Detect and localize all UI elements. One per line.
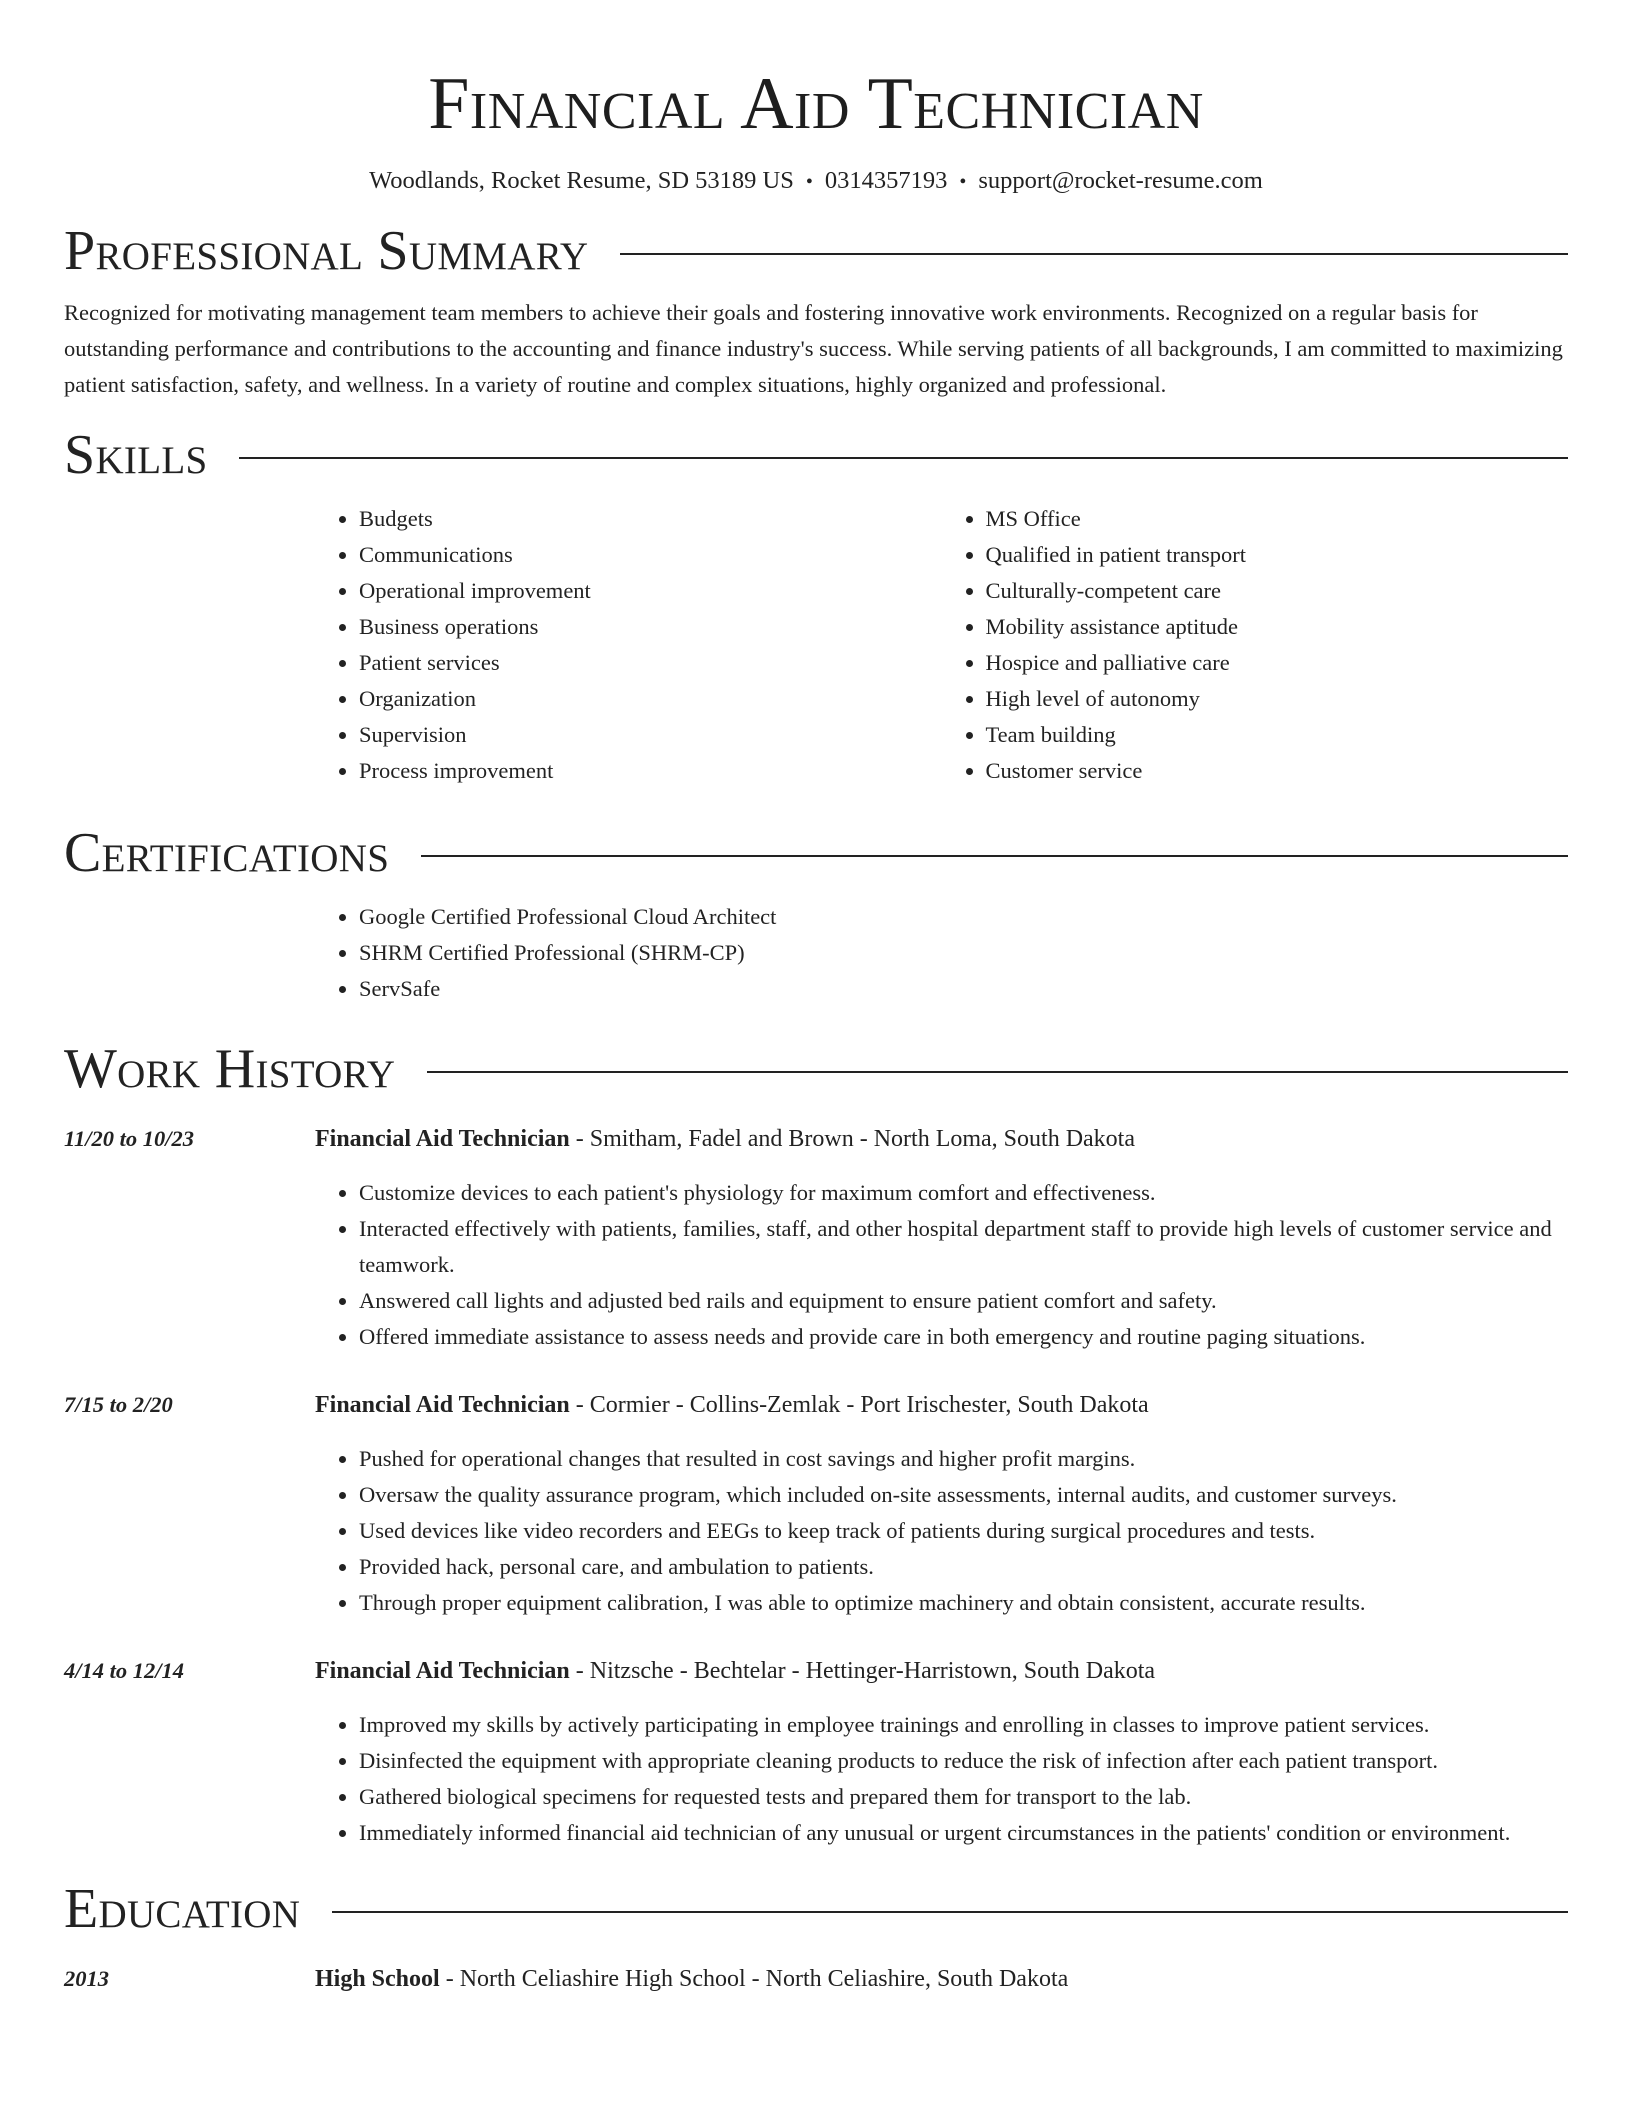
skill-item: • Supervision xyxy=(359,717,942,753)
skill-item: • MS Office xyxy=(986,501,1569,537)
job-bullets xyxy=(315,1175,1568,1355)
job-bullet: • Through proper equipment calibration, I was able to optimize machinery and obtain consistent, accurate results. xyxy=(359,1585,1568,1621)
candidate-name: Financial Aid Technician xyxy=(428,63,1204,145)
education-header xyxy=(64,1877,1568,1941)
skill-item: • High level of autonomy xyxy=(986,681,1569,717)
job-bullet: • Gathered biological specimens for requested tests and prepared them for transport to the lab. xyxy=(359,1779,1568,1815)
certification-item: • Google Certified Professional Cloud Architect xyxy=(359,899,1568,935)
job-entry xyxy=(64,1387,1568,1621)
job-details: - Nitzsche - Bechtelar - Hettinger-Harristown, South Dakota xyxy=(569,1658,1156,1684)
skill-item: • Qualified in patient transport xyxy=(986,537,1569,573)
section-divider xyxy=(427,1071,1568,1073)
job-title: Financial Aid Technician xyxy=(315,1392,570,1418)
job-date: 4/14 to 12/14 xyxy=(64,1658,185,1683)
job-title-line xyxy=(315,1387,1568,1423)
section-title: Work History xyxy=(64,1038,396,1100)
skill-item: • Operational improvement xyxy=(359,573,942,609)
section-divider xyxy=(421,855,1568,857)
job-bullet: • Customize devices to each patient's physiology for maximum comfort and effectiveness. xyxy=(359,1175,1568,1211)
section-title: Professional Summary xyxy=(64,220,589,282)
job-details: - Cormier - Collins-Zemlak - Port Irischester, South Dakota xyxy=(569,1392,1149,1418)
job-bullet: • Provided hack, personal care, and ambulation to patients. xyxy=(359,1549,1568,1585)
skill-item: • Mobility assistance aptitude xyxy=(986,609,1569,645)
job-title-line xyxy=(315,1121,1568,1157)
job-title: Financial Aid Technician xyxy=(315,1126,570,1152)
section-divider xyxy=(620,253,1568,255)
summary-section xyxy=(64,219,1568,403)
job-title-line xyxy=(315,1653,1568,1689)
job-title: Financial Aid Technician xyxy=(315,1658,570,1684)
summary-text: Recognized for motivating management team members to achieve their goals and fostering innovative work environments. Recognized on a regular basis for outstanding performance and contributions to the accounting and finance industry's success. While serving patients of all backgrounds, I am committed to maximizing patient satisfaction, safety, and wellness. In a variety of routine and complex situations, highly organized and professional. xyxy=(64,300,1563,397)
job-bullet: • Answered call lights and adjusted bed rails and equipment to ensure patient comfort and safety. xyxy=(359,1283,1568,1319)
skills-section xyxy=(64,423,1568,789)
skill-item: • Communications xyxy=(359,537,942,573)
skill-item: • Customer service xyxy=(986,753,1569,789)
skill-item: • Organization xyxy=(359,681,942,717)
contact-address: Woodlands, Rocket Resume, SD 53189 US xyxy=(369,167,794,194)
job-bullets xyxy=(315,1707,1568,1851)
resume-page xyxy=(64,0,1568,1997)
section-divider xyxy=(239,457,1568,459)
certifications-header xyxy=(64,821,1568,885)
contact-line xyxy=(64,166,1568,197)
separator-dot: • xyxy=(805,171,813,193)
job-bullet: • Used devices like video recorders and EEGs to keep track of patients during surgical procedures and tests. xyxy=(359,1513,1568,1549)
job-date: 11/20 to 10/23 xyxy=(64,1126,195,1151)
skills-grid xyxy=(315,501,1568,789)
skill-item: • Budgets xyxy=(359,501,942,537)
skill-item: • Process improvement xyxy=(359,753,942,789)
certifications-list xyxy=(315,899,1568,1007)
job-date: 7/15 to 2/20 xyxy=(64,1392,173,1417)
education-date: 2013 xyxy=(64,1966,109,1991)
job-bullet: • Interacted effectively with patients, families, staff, and other hospital department staff to provide high levels of customer service and teamwork. xyxy=(359,1211,1568,1283)
education-degree: High School xyxy=(315,1966,440,1992)
job-entry xyxy=(64,1653,1568,1851)
job-bullet: • Offered immediate assistance to assess needs and provide care in both emergency and routine paging situations. xyxy=(359,1319,1568,1355)
work-section xyxy=(64,1037,1568,1851)
certification-item: • ServSafe xyxy=(359,971,1568,1007)
work-header xyxy=(64,1037,1568,1101)
skill-item: • Business operations xyxy=(359,609,942,645)
education-details: - North Celiashire High School - North Celiashire, South Dakota xyxy=(439,1966,1069,1992)
job-bullet: • Disinfected the equipment with appropriate cleaning products to reduce the risk of infection after each patient transport. xyxy=(359,1743,1568,1779)
education-title-line xyxy=(315,1961,1568,1997)
job-bullet: • Improved my skills by actively participating in employee trainings and enrolling in classes to improve patient services. xyxy=(359,1707,1568,1743)
skills-list-right xyxy=(942,501,1569,789)
certifications-section xyxy=(64,821,1568,1007)
section-title: Education xyxy=(64,1878,301,1940)
skill-item: • Culturally-competent care xyxy=(986,573,1569,609)
contact-phone: 0314357193 xyxy=(824,167,948,194)
separator-dot: • xyxy=(959,171,967,193)
section-divider xyxy=(332,1911,1568,1913)
certifications-body xyxy=(315,899,1568,1007)
education-section xyxy=(64,1877,1568,1997)
skills-header xyxy=(64,423,1568,487)
contact-email: support@rocket-resume.com xyxy=(978,167,1263,194)
job-bullet: • Oversaw the quality assurance program, which included on-site assessments, internal audits, and customer surveys. xyxy=(359,1477,1568,1513)
summary-header xyxy=(64,219,1568,283)
certification-item: • SHRM Certified Professional (SHRM-CP) xyxy=(359,935,1568,971)
skills-list-left xyxy=(315,501,942,789)
section-title: Certifications xyxy=(64,822,390,884)
skill-item: • Hospice and palliative care xyxy=(986,645,1569,681)
job-bullet: • Pushed for operational changes that resulted in cost savings and higher profit margins. xyxy=(359,1441,1568,1477)
section-title: Skills xyxy=(64,424,208,486)
job-bullet: • Immediately informed financial aid technician of any unusual or urgent circumstances in the patients' condition or environment. xyxy=(359,1815,1568,1851)
education-entry xyxy=(64,1961,1568,1997)
job-entry xyxy=(64,1121,1568,1355)
skill-item: • Team building xyxy=(986,717,1569,753)
job-bullets xyxy=(315,1441,1568,1621)
job-details: - Smitham, Fadel and Brown - North Loma, South Dakota xyxy=(569,1126,1136,1152)
skill-item: • Patient services xyxy=(359,645,942,681)
